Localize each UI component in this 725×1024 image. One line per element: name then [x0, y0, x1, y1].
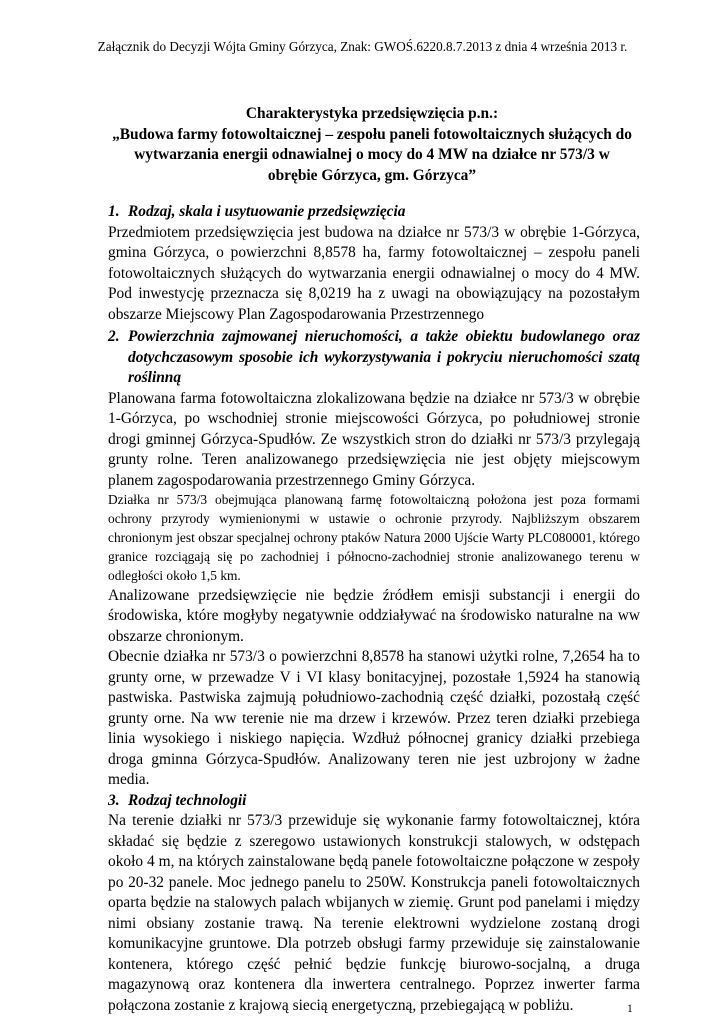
section-heading-text: Rodzaj, skala i usytuowanie przedsięwzięcia: [128, 203, 406, 220]
page-number: 1: [627, 1003, 633, 1015]
paragraph: Obecnie działka nr 573/3 o powierzchni 8,8578 ha stanowi użytki rolne, 7,2654 ha to grunty orne, w przewadze V i VI klasy bonitacyjnej, pozostałe 1,5924 ha stanowią pastwiska. Pastwiska zajmują południowo-zachodnią część działki, pozostałą część grunty orne. Na ww terenie nie ma drzew i krzewów. Przez teren działki przebiega linia wysokiego i niskiego napięcia. Wzdłuż północnej granicy działki przebiega droga gminna Górzyca-Spudłów. Analizowany teren nie jest uzbrojony w żadne media.: [108, 648, 640, 789]
section-heading: [108, 327, 640, 389]
section-2: [108, 327, 640, 791]
attachment-header: Załącznik do Decyzji Wójta Gminy Górzyca, Znak: GWOŚ.6220.8.7.2013 z dnia 4 września 2013 r.: [97, 39, 628, 54]
document-body: [108, 202, 640, 1016]
section-heading-text: Powierzchnia zajmowanej nieruchomości, a także obiektu budowlanego oraz dotychczasowym sposobie ich wykorzystywania i pokryciu nieruchomości szatą roślinną: [128, 328, 640, 386]
section-1: [108, 202, 640, 325]
title-line-1: Charakterystyka przedsięwzięcia p.n.:: [245, 105, 499, 122]
paragraph-small: Działka nr 573/3 obejmująca planowaną farmę fotowoltaiczną położona jest poza formami ochrony przyrody wymienionymi w ustawie o ochronie przyrody. Najbliższym obszarem chronionym jest obszar specjalnej ochrony ptaków Natura 2000 Ujście Warty PLC080001, którego granice rozciągają się po zachodniej i północno-zachodniej stronie analizowanego terenu w odległości około 1,5 km.: [108, 492, 640, 583]
paragraph: Planowana farma fotowoltaiczna zlokalizowana będzie na działce nr 573/3 w obrębie 1-Górzyca, po wschodniej stronie miejscowości Górzyca, po południowej stronie drogi gminnej Górzyca-Spudłów. Ze wszystkich stron do działki nr 573/3 przylegają grunty rolne. Teren analizowanego przedsięwzięcia nie jest objęty miejscowym planem zagospodarowania przestrzennego Gminy Górzyca.: [108, 389, 640, 489]
section-number: 3.: [108, 791, 120, 809]
section-heading-text: Rodzaj technologii: [128, 791, 247, 809]
section-heading: [108, 202, 640, 223]
document-title: [108, 104, 636, 186]
paragraph: Na terenie działki nr 573/3 przewiduje się wykonanie farmy fotowoltaicznej, która składać się będzie z szeregowo ustawionych konstrukcji stalowych, w odstępach około 4 m, na których zainstalowane będą panele fotowoltaiczne połączone w zespoły po 20-32 panele. Moc jednego panelu to 250W. Konstrukcja paneli fotowoltaicznych oparta będzie na stalowych palach wbijanych w ziemię. Grunt pod panelami i między nimi obsiany zostanie trawą. Na terenie elektrowni wydzielone zostaną drogi komunikacyjne gruntowe. Dla potrzeb obsługi farmy przewiduje się zainstalowanie kontenera, którego część pełnić będzie funkcję biurowo-socjalną, a druga magazynową oraz kontenera dla inwertera centralnego. Poprzez inwerter farma połączona zostanie z krajową siecią energetyczną, przebiegającą w pobliżu.: [108, 812, 640, 1014]
section-3: [108, 791, 640, 1017]
section-heading: [108, 791, 640, 812]
title-line-2: „Budowa farmy fotowoltaicznej – zespołu paneli fotowoltaicznych służących do wytwarzania energii odnawialnej o mocy do 4 MW na działce nr 573/3 w obrębie Górzyca, gm. Górzyca”: [112, 125, 632, 184]
paragraph: Przedmiotem przedsięwzięcia jest budowa na działce nr 573/3 w obrębie 1-Górzyca, gmina Górzyca, o powierzchni 8,8578 ha, farmy fotowoltaicznej – zespołu paneli fotowoltaicznych służących do wytwarzania energii odnawialnej o mocy do 4 MW. Pod inwestycję przeznacza się 8,0219 ha z uwagi na obowiązujący na pozostałym obszarze Miejscowy Plan Zagospodarowania Przestrzennego: [108, 223, 640, 323]
paragraph: Analizowane przedsięwzięcie nie będzie źródłem emisji substancji i energii do środowiska, które mogłyby negatywnie oddziaływać na środowisko naturalne na ww obszarze chronionym.: [108, 586, 640, 645]
section-number: 2.: [108, 328, 120, 345]
section-number: 1.: [108, 203, 120, 220]
